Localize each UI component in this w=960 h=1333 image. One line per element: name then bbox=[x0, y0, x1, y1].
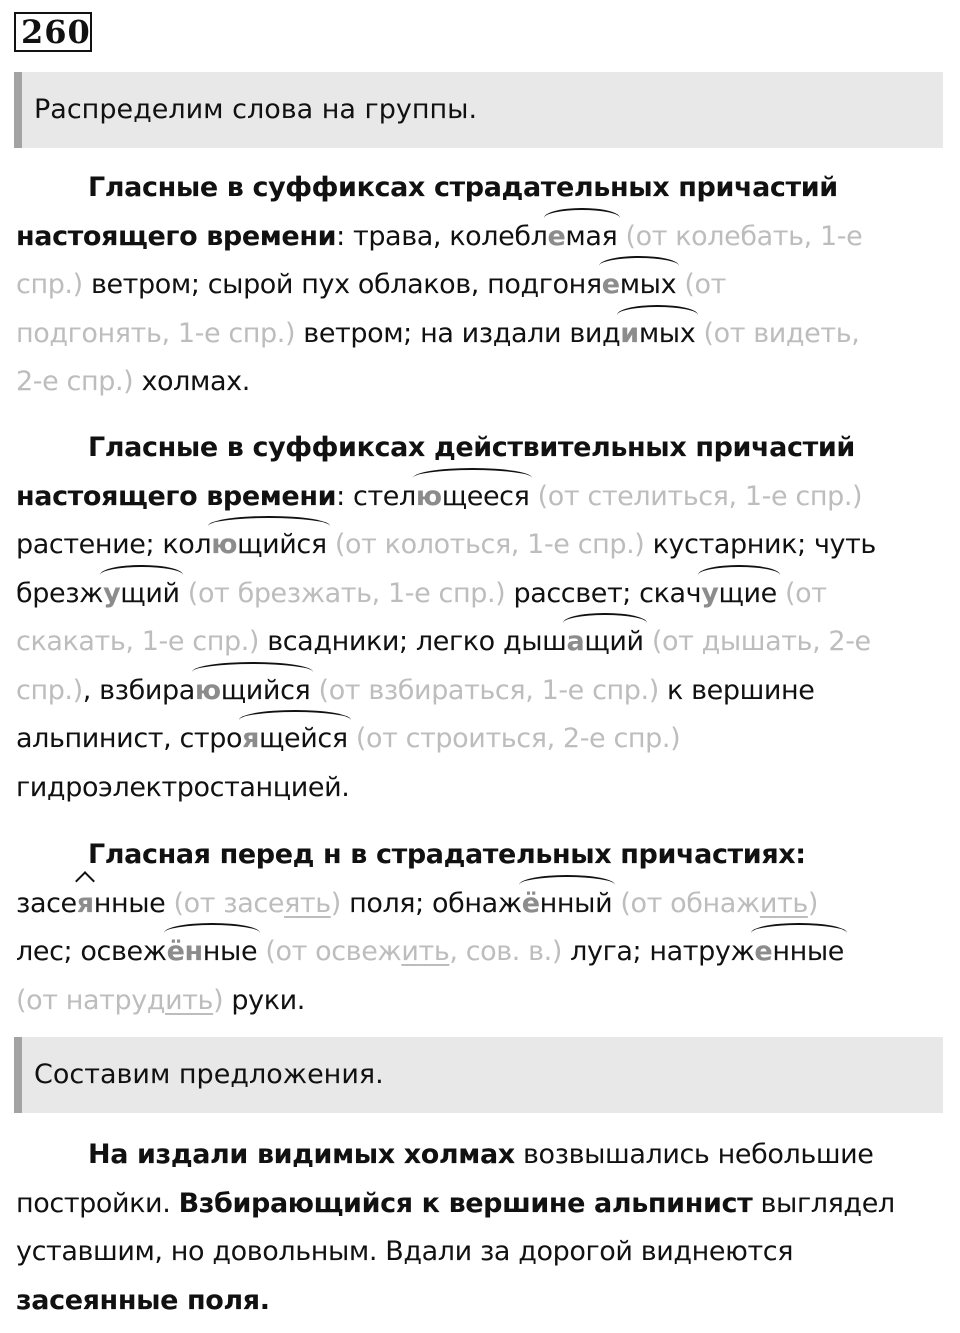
highlighted-vowel: ён bbox=[166, 936, 203, 967]
text: гидроэлектростанцией. bbox=[16, 771, 350, 803]
paragraph-passive-present bbox=[16, 164, 950, 407]
section-banner-compose: Составим предложения. bbox=[14, 1037, 943, 1113]
gray-note: скакать, 1-е спр.) bbox=[16, 626, 260, 657]
text: к вершине bbox=[658, 674, 815, 706]
text: холмах. bbox=[133, 366, 250, 397]
text: щие bbox=[718, 577, 777, 609]
text: постройки. bbox=[16, 1187, 179, 1219]
gray-note: (от дышать, 2-е bbox=[643, 626, 871, 657]
highlighted-vowel: ю bbox=[415, 480, 442, 512]
gray-note: (от засе bbox=[165, 887, 285, 919]
suffix-arc bbox=[211, 521, 326, 570]
suffix-arc bbox=[701, 570, 777, 619]
heading-text: Гласные в суффиксах действительных причастий bbox=[88, 432, 855, 463]
gray-note: (от натруд bbox=[16, 984, 166, 1016]
gray-note: (от обнаж bbox=[612, 887, 760, 919]
text: щийся bbox=[220, 674, 311, 706]
underlined-suffix: ить bbox=[165, 984, 214, 1016]
text: альпинист, стро bbox=[16, 723, 243, 754]
heading-text: настоящего времени bbox=[16, 480, 337, 512]
text: стел bbox=[344, 480, 416, 512]
suffix-arc bbox=[195, 667, 310, 716]
text: мых bbox=[638, 317, 696, 349]
highlighted-vowel: ю bbox=[211, 529, 238, 560]
text: брезж bbox=[16, 577, 104, 609]
paragraph-sentences bbox=[16, 1131, 950, 1325]
underlined-suffix: ить bbox=[759, 887, 808, 919]
highlighted-vowel: ё bbox=[521, 887, 540, 919]
highlighted-vowel: а bbox=[566, 626, 585, 657]
text: щейся bbox=[259, 723, 348, 754]
text: уставшим, но довольным. Вдали за дорогой виднеются bbox=[16, 1236, 794, 1267]
section-banner-distribute: Распределим слова на группы. bbox=[14, 72, 943, 148]
gray-note: (от стелиться, 1-е спр.) bbox=[529, 480, 863, 512]
text: щий bbox=[584, 626, 644, 657]
suffix-arc bbox=[242, 715, 348, 764]
highlighted-vowel: у bbox=[103, 577, 121, 609]
text: рассвет; скач bbox=[505, 577, 702, 609]
text: : bbox=[336, 220, 345, 252]
text: : bbox=[336, 480, 345, 512]
text: выглядел bbox=[752, 1187, 895, 1219]
paragraph-vowel-before-n bbox=[16, 831, 950, 1025]
text: возвышались небольшие bbox=[514, 1139, 874, 1170]
text: нные bbox=[93, 887, 166, 919]
highlighted-vowel: я bbox=[242, 723, 260, 754]
suffix-arc bbox=[522, 880, 613, 929]
highlighted-vowel: у bbox=[701, 577, 719, 609]
gray-note: (от видеть, bbox=[695, 317, 860, 349]
underlined-suffix: ить bbox=[401, 936, 450, 967]
suffix-arc bbox=[754, 928, 844, 977]
text: кустарник; чуть bbox=[644, 529, 876, 560]
text: ные bbox=[202, 936, 258, 967]
text: ветром; сырой пух облаков, подгоня bbox=[82, 269, 602, 300]
text: лес; освеж bbox=[16, 936, 167, 967]
gray-note: 2-е спр.) bbox=[16, 366, 134, 397]
suffix-arc bbox=[167, 928, 258, 977]
suffix-arc bbox=[620, 310, 695, 359]
gray-note: (от колебать, 1-е bbox=[617, 220, 863, 252]
gray-note: подгонять, 1-е спр.) bbox=[16, 317, 296, 349]
suffix-arc bbox=[602, 261, 676, 310]
highlighted-vowel: ю bbox=[194, 674, 221, 706]
gray-note: спр.) bbox=[16, 269, 83, 300]
suffix-arc bbox=[103, 570, 180, 619]
bold-phrase: На издали видимых холмах bbox=[88, 1139, 515, 1170]
text: щееся bbox=[441, 480, 530, 512]
gray-note: ) bbox=[330, 887, 341, 919]
text: нный bbox=[539, 887, 613, 919]
heading-text: Гласные в суффиксах страдательных причастий bbox=[88, 172, 838, 203]
suffix-arc bbox=[566, 618, 643, 667]
bold-phrase: Взбирающийся к вершине альпинист bbox=[178, 1187, 753, 1219]
gray-note: ) bbox=[213, 984, 224, 1016]
text: мая bbox=[565, 220, 618, 252]
gray-note: (от брезжать, 1-е спр.) bbox=[179, 577, 506, 609]
gray-note: (от bbox=[676, 269, 726, 300]
gray-note: (от колоться, 1-е спр.) bbox=[326, 529, 645, 560]
caret-mark bbox=[77, 880, 94, 929]
highlighted-vowel: е bbox=[601, 269, 620, 300]
gray-note: (от освеж bbox=[257, 936, 402, 967]
highlighted-vowel: е bbox=[754, 936, 773, 967]
suffix-arc bbox=[547, 213, 617, 262]
highlighted-vowel: е bbox=[547, 220, 566, 252]
underlined-suffix: ять bbox=[284, 887, 331, 919]
bold-phrase: засеянные поля. bbox=[16, 1284, 270, 1316]
text: всадники; легко дыш bbox=[259, 626, 567, 657]
text: мых bbox=[619, 269, 677, 300]
text: ветром; на издали вид bbox=[295, 317, 621, 349]
suffix-arc bbox=[416, 473, 530, 522]
highlighted-vowel: и bbox=[620, 317, 639, 349]
text: руки. bbox=[223, 984, 305, 1016]
text: щий bbox=[120, 577, 180, 609]
gray-note: (от bbox=[776, 577, 827, 609]
text: луга; натруж bbox=[561, 936, 755, 967]
gray-note: (от строиться, 2-е спр.) bbox=[347, 723, 681, 754]
gray-note: (от взбираться, 1-е спр.) bbox=[310, 674, 659, 706]
text: растение; кол bbox=[16, 529, 212, 560]
heading-text: Гласная перед н в страдательных причастиях: bbox=[88, 839, 806, 870]
text: , взбира bbox=[82, 674, 195, 706]
heading-text: настоящего времени bbox=[16, 220, 337, 252]
text: щийся bbox=[237, 529, 327, 560]
gray-note: ) bbox=[807, 887, 818, 919]
exercise-number: 260 bbox=[14, 12, 92, 52]
paragraph-active-present bbox=[16, 424, 950, 812]
gray-note: , сов. в.) bbox=[449, 936, 562, 967]
text: засе bbox=[16, 887, 77, 919]
text: поля; обнаж bbox=[340, 887, 522, 919]
text: трава, колебл bbox=[344, 220, 548, 252]
text: нные bbox=[772, 936, 844, 967]
highlighted-vowel: я bbox=[76, 887, 94, 919]
gray-note: спр.) bbox=[16, 674, 83, 706]
